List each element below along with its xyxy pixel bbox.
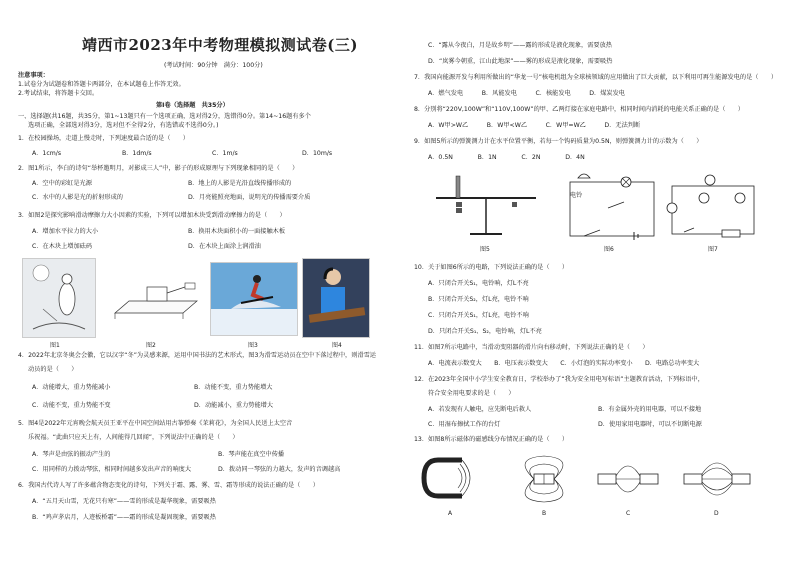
option: B．换用木块面积小的一面接触木板 [188,228,286,235]
question-stem: 11．如图7所示电路中，当滑动变阻器的滑片向右移动时，下列说法正确的是（ ） [414,344,649,351]
question-stem: 1．在校园操场，走道上慢走时，下列速度最合适的是（ ） [18,135,189,142]
magnet-label-b: B [542,510,547,517]
magnet-figure-c [596,452,660,508]
question-stem: 12．在2023年全国中小学生安全教育日，学校举办了“我为安全用电写标语”主题教育活动，下列标语中， [414,376,704,383]
magnet-figure-b [512,452,576,508]
option-row: A．燃气发电 B．风能发电 C．核能发电 D．煤炭发电 [428,90,625,97]
option-row: A．电流表示数变大 B．电压表示数变大 C．小灯泡的实际功率变小 D．电路总功率变大 [428,360,700,367]
section-heading: 一、选择题(共16题，共35分，第1~13题只有一个选项正确，选对得2分，选错得0分。第14~16题有多个 [18,113,311,120]
option: A．增加水平拉力的大小 [32,228,99,235]
figure-caption: 图6 [604,246,614,253]
option: B．“鸡声茅店月，人迹板桥霜”——霜的形成是凝固现象，需要吸热 [32,514,216,521]
option: C．1m/s [212,150,238,157]
option: A．动能增大，重力势能减小 [32,384,111,391]
figure-caption: 图7 [708,246,718,253]
figure-5-lever-diagram [432,170,542,242]
option: D．拨动同一琴弦的力越大，发声的音调越高 [218,466,341,473]
option-row: A．0.5N B．1N C．2N D．4N [428,154,585,161]
option: B．有金属外壳的用电器，可以不接地 [598,406,702,413]
option: B．地上的人影是光沿直线传播形成的 [188,180,292,187]
option: D．使用家用电器时，可以不切断电源 [598,421,702,428]
figure-caption: 图3 [248,342,258,349]
note-item: 1.试卷分为试题卷和答题卡两部分，在本试题卷上作答无效。 [18,81,185,88]
moon-figure-illustration [23,259,95,337]
question-stem: 10．关于如图6所示的电路，下列说法正确的是（ ） [414,264,569,271]
friction-block-diagram [111,263,201,333]
figure-3-image [210,262,298,336]
magnet-figure-a [422,452,482,508]
question-stem: 6．我国古代诗人写了许多蕴含物态变化的诗句，下列关于霜、露、雾、雪、霜等形成的说法正确的是（ ） [18,482,319,489]
option: B．琴声能在真空中传播 [218,451,285,458]
magnet-label-d: D [714,510,719,517]
question-stem: 7．我国向能源开发与利用所做出的“华龙一号”核电机组为全球核领域的应用做出了巨大贡献，以下利用可再生能源发电的是（ ） [414,74,778,81]
page-title: 靖西市2023年中考物理模拟测试卷(三) [82,36,358,54]
question-stem-cont: 动员的是（ ） [28,366,78,373]
astronaut-guzheng-photo [303,259,369,337]
question-stem: 5．图4是2022年元宵晚会航天员王亚平在中国空间站用古筝弹奏《茉莉花》，为全国人民送上太空音 [18,420,293,427]
option: B．只闭合开关S₂，灯L亮，电铃不响 [428,296,529,303]
option: A．若发现有人触电，应先断电后救人 [428,406,532,413]
option-row: A．W甲>W乙 B．W甲<W乙 C．W甲=W乙 D．无法判断 [428,122,641,129]
option: C．“露从今夜白，月是故乡明”——露的形成是液化现象，需要放热 [428,42,612,49]
exam-info: (考试时间：90分钟 满分：100分) [164,62,263,69]
figure-2-image [110,262,202,334]
option: A．1cm/s [32,150,62,157]
option: D．“岚雾今朝重，江山此地深”——雾的形成是液化现象，需要吸热 [428,58,613,65]
option: C．用同样的力拨动琴弦，相同时间越多发出声音的响度大 [32,466,192,473]
option: C．水中的人影是光的折射形成的 [32,194,123,201]
figure-caption: 图5 [480,246,490,253]
question-stem: 4．2022年北京冬奥会会徽，它以汉字“冬”为灵感来源，运用中国书法的艺术形式，图3为滑雪运动员在空中下落过程中，则滑雪运 [18,352,376,359]
option: D．10m/s [302,150,333,157]
option: B．1dm/s [122,150,152,157]
snowboarder-photo [211,263,297,335]
question-stem: 8．分别将“220V,100W”和“110V,100W”的甲、乙两灯接在家庭电路中，相同时间内消耗的电能关系正确的是（ ） [414,106,744,113]
option: A．琴声是由弦的振动产生的 [32,451,111,458]
question-stem: 13．如图8所示磁体的磁感线分布情况正确的是（ ） [414,436,569,443]
figure-caption: 图1 [50,342,60,349]
magnet-label-a: A [448,510,453,517]
magnet-figure-d [682,452,752,508]
bell-label: 电铃 [570,192,583,199]
question-stem: 9．如图5所示的弹簧测力计在水平位置平衡，若每一个钩码质量为0.5N，则弹簧测力计的示数为（ ） [414,138,703,145]
option: D．月亮能照亮地面，说明光的传播需要介质 [188,194,311,201]
question-stem: 3．如图2是探究影响滑动摩擦力大小因素的实验，下列可以增加木块受到滑动摩擦力的是（ ） [18,212,286,219]
option: A．空中的彩虹是光源 [32,180,92,187]
figure-7-circuit-diagram [664,172,760,240]
option: C．只闭合开关S₁，灯L亮，电铃不响 [428,312,529,319]
figure-caption: 图2 [146,342,156,349]
option: B．动能不变，重力势能增大 [194,384,273,391]
question-stem: 2．图1所示，李白的诗句“举杯邀明月，对影成三人”中，影子的形成原理与下列现象相同的是（ ） [18,165,299,172]
question-stem-cont: 乐祝福。“此曲只应天上有，人间能得几回闻”，下列说法中正确的是（ ） [28,434,239,441]
note-item: 2.考试结束，将答题卡交回。 [18,90,99,97]
option: C．动能不变，重力势能不变 [32,402,111,409]
part-heading: 第Ⅰ卷（选择题 共35分） [156,102,229,109]
question-stem-cont: 符合安全用电要求的是（ ） [428,390,515,397]
notes-heading: 注意事项： [18,72,49,79]
option: D．动能减小，重力势能增大 [194,402,274,409]
option: A．只闭合开关S₁，电铃响，灯L不亮 [428,280,529,287]
figure-caption: 图4 [332,342,342,349]
option: A．“五月天山雪，无花只有寒”——雪的形成是凝华现象，需要吸热 [32,498,216,505]
magnet-label-c: C [626,510,631,517]
figure-1-image [22,258,96,338]
section-heading-cont: 选项正确，全部选对得3分，选对但不全得2分，有选错或不选得0分。) [28,122,219,129]
figure-4-image [302,258,370,338]
option: D．只闭合开关S₁、S₂，电铃响，灯L不亮 [428,328,542,335]
option: D．在木块上面涂上润滑油 [188,243,261,250]
option: C．在木块上增加砝码 [32,243,93,250]
option: C．用湿布擦拭工作的台灯 [428,421,501,428]
figure-6-circuit-diagram [564,172,660,240]
